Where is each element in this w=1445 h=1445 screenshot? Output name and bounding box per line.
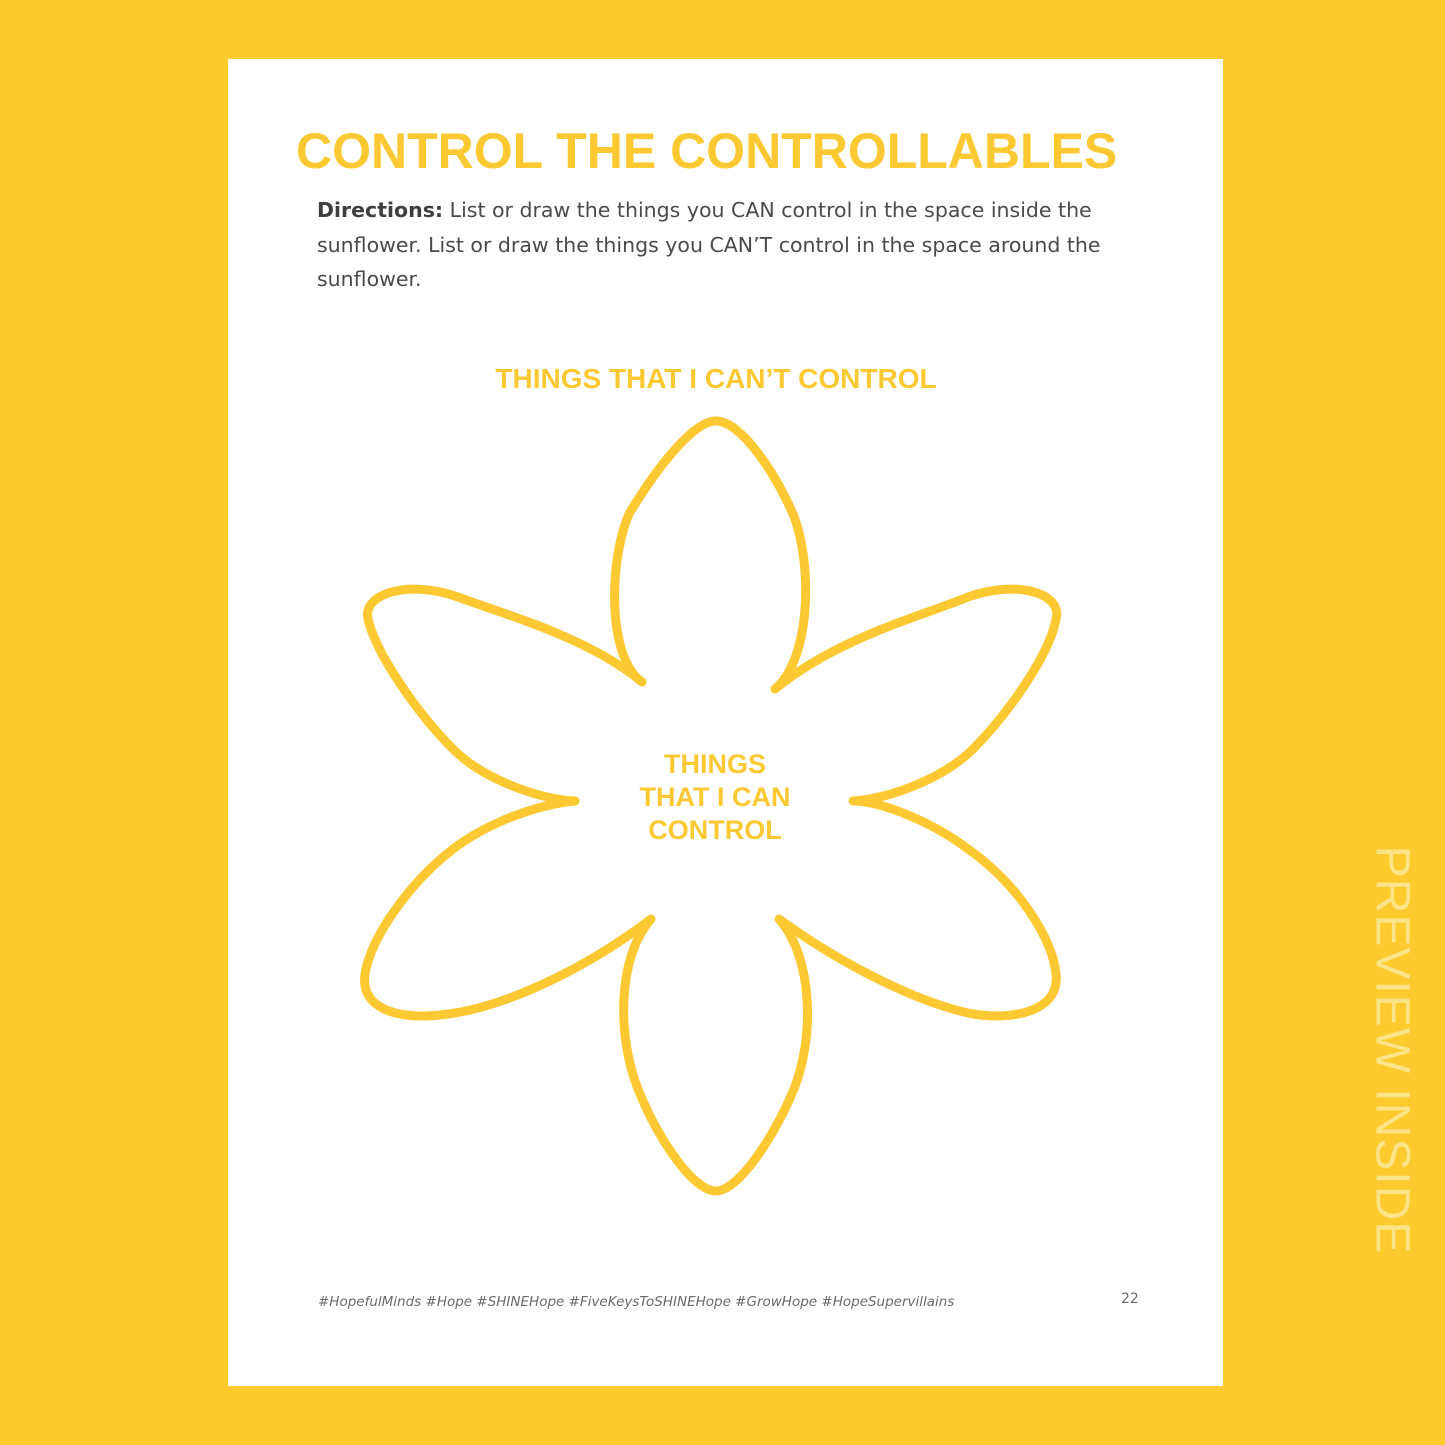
inner-label-line-1: THINGS [663,749,766,779]
footer-hashtags: #HopefulMinds #Hope #SHINEHope #FiveKeysToSHINEHope #GrowHope #HopeSupervillains [318,1294,955,1310]
worksheet-page [228,59,1223,1386]
inner-label [575,748,855,847]
inner-label-line-2: THAT I CAN [639,782,791,812]
preview-inside-label: PREVIEW INSIDE [1365,845,1419,1255]
sunflower-outline-icon [228,59,1223,1386]
outer-label: THINGS THAT I CAN’T CONTROL [495,363,937,394]
inner-label-line-3: CONTROL [648,815,782,845]
directions-body: List or draw the things you CAN control in the space inside the sunflower. List or draw the things you CAN’T control in the space around the sunflower. [317,198,1101,291]
page-number: 22 [1121,1291,1139,1307]
directions-label: Directions: [317,198,444,222]
page-title: CONTROL THE CONTROLLABLES [296,123,1118,179]
